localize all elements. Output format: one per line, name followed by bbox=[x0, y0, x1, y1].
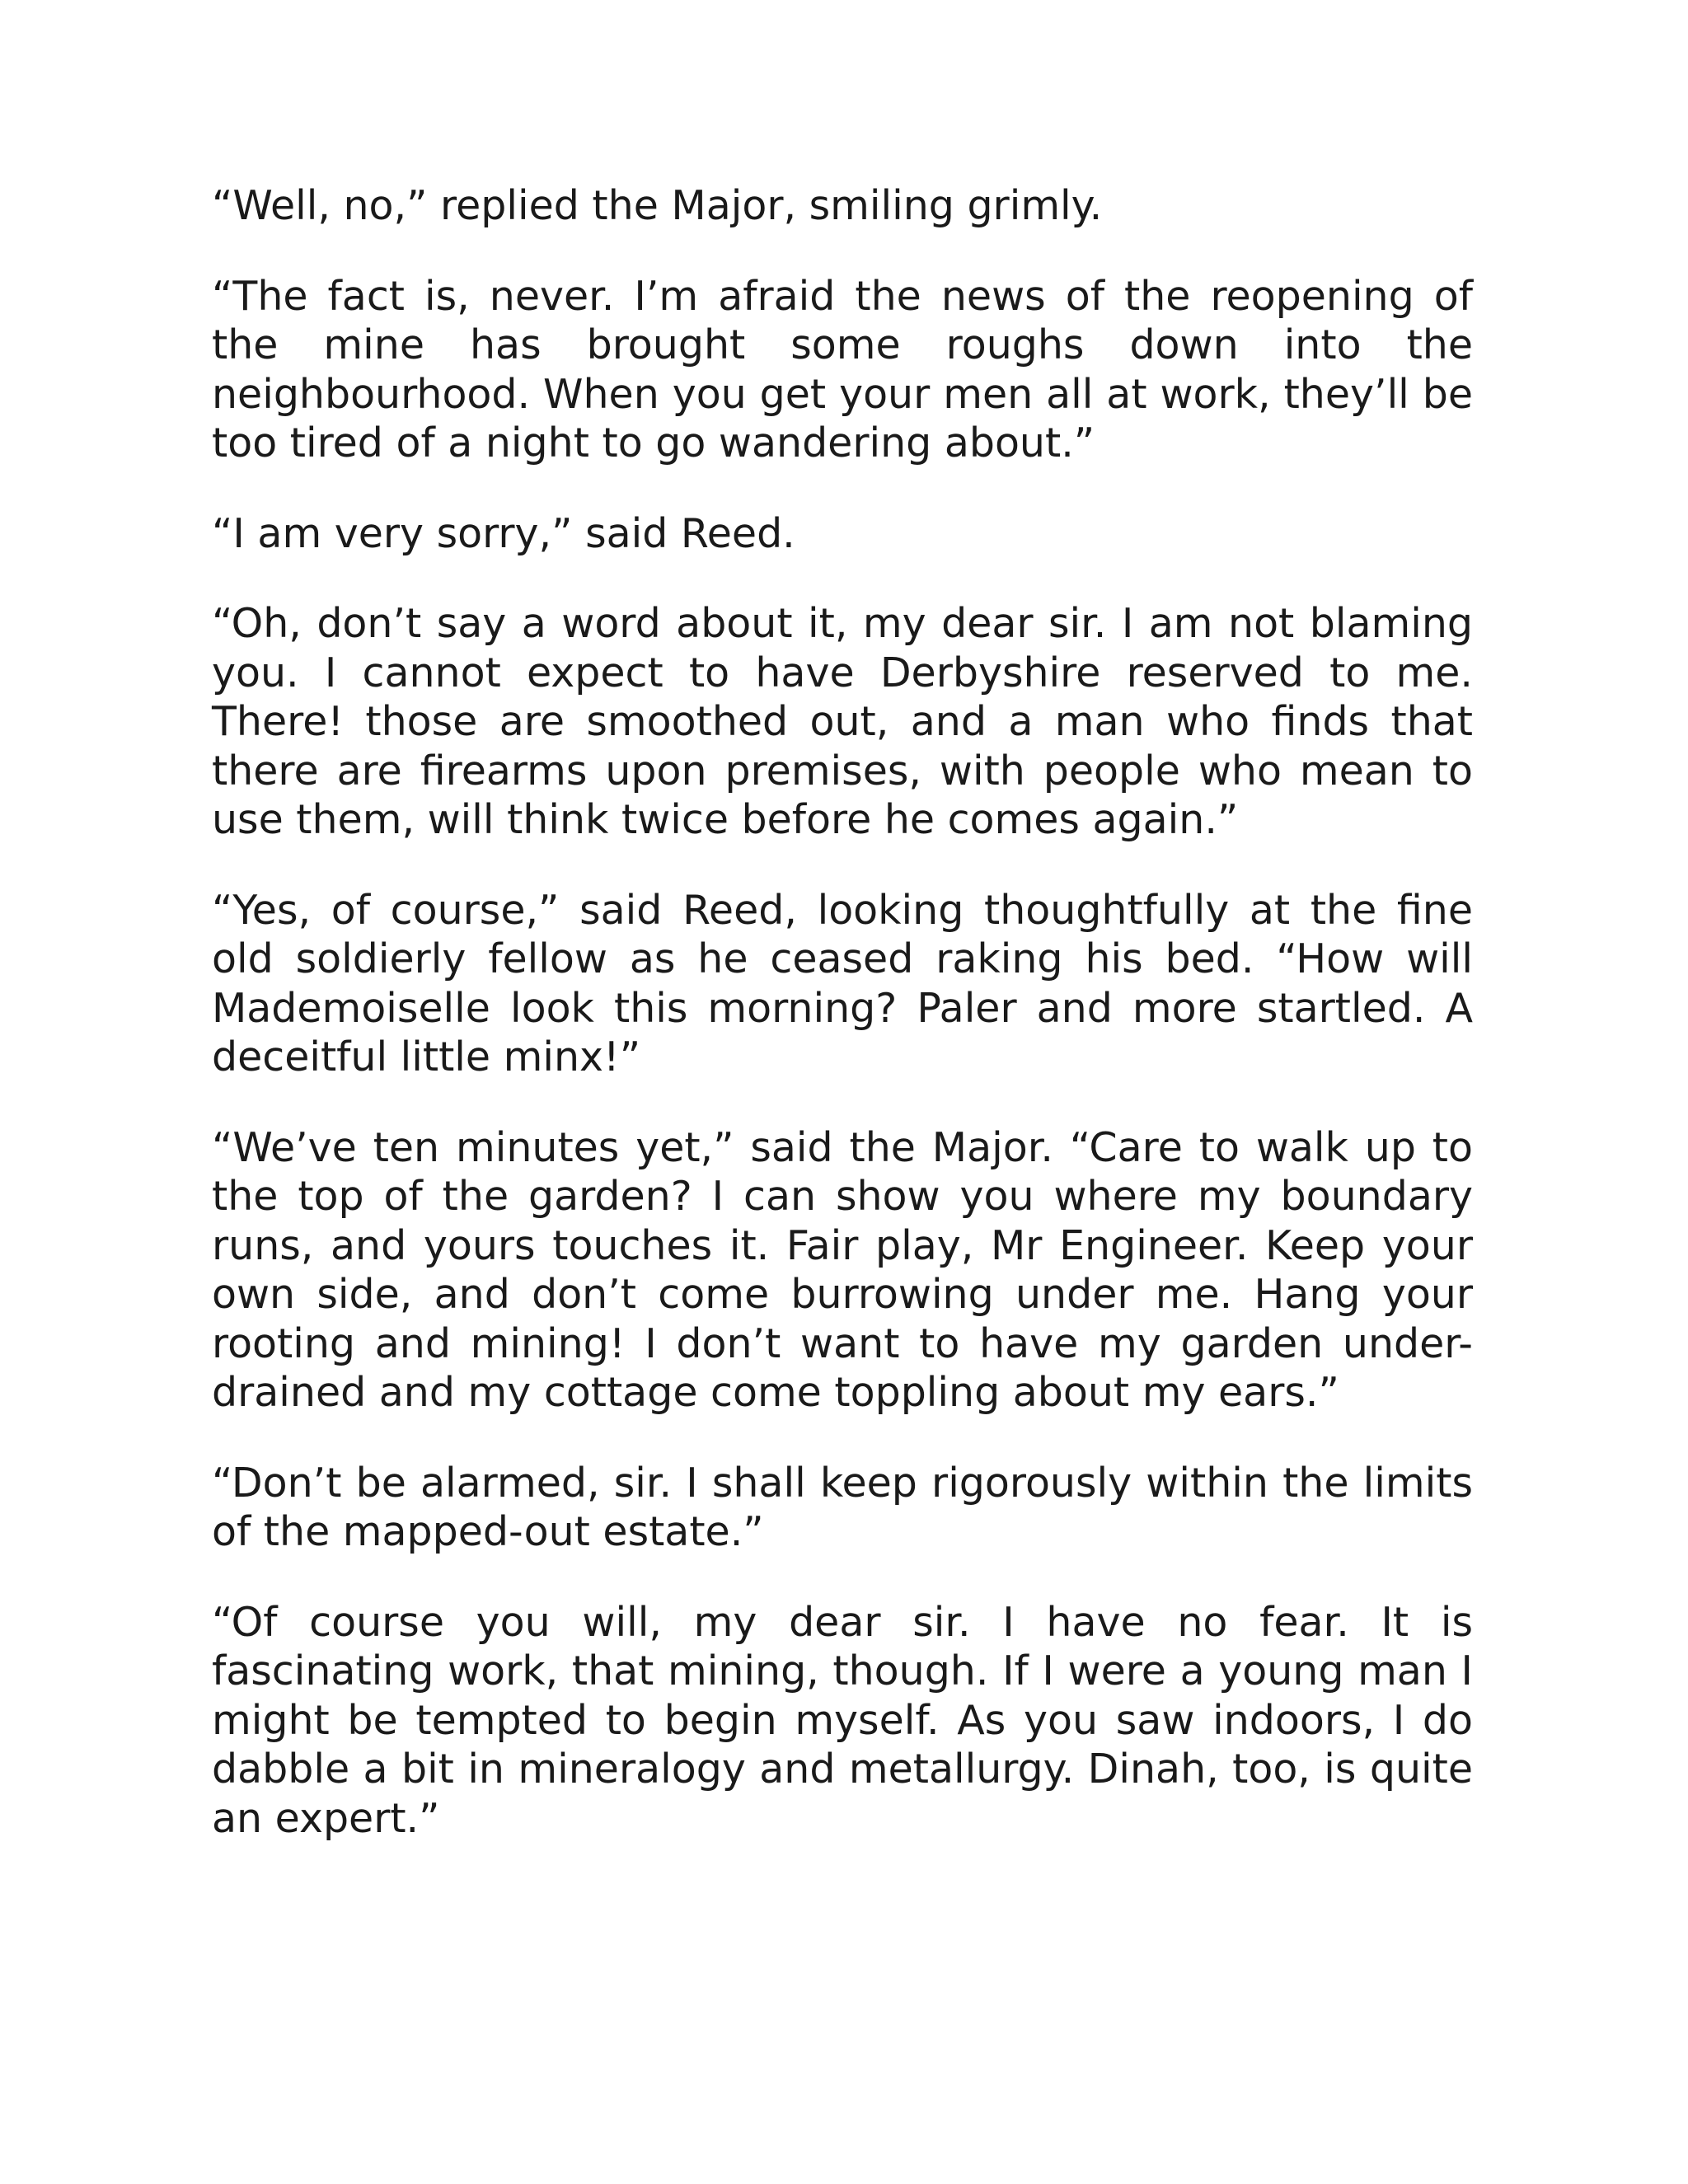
paragraph-2: “The fact is, never. I’m afraid the news of the reopening of the mine has brought some roughs down into the neighbourhood. When you get your men all at work, they’ll be too tired of a night to go wandering about.” bbox=[212, 272, 1473, 466]
paragraph-4: “Oh, don’t say a word about it, my dear sir. I am not blaming you. I cannot expect to have Derbyshire reserved to me. There! those are smoothed out, and a man who finds that there are firearms upon premises, with people who mean to use them, will think twice before he comes again.” bbox=[212, 600, 1473, 843]
paragraph-8: “Of course you will, my dear sir. I have no fear. It is fascinating work, that mining, though. If I were a young man I might be tempted to begin myself. As you saw indoors, I do dabble a bit in mineralogy and metallurgy. Dinah, too, is quite an expert.” bbox=[212, 1598, 1473, 1842]
paragraph-3: “I am very sorry,” said Reed. bbox=[212, 509, 795, 557]
paragraph-7: “Don’t be alarmed, sir. I shall keep rigorously within the limits of the mapped-out estate.” bbox=[212, 1459, 1473, 1555]
paragraph-6: “We’ve ten minutes yet,” said the Major. “Care to walk up to the top of the garden? I can show you where my boundary runs, and yours touches it. Fair play, Mr Engineer. Keep your own side, and don’t come burrowing under me. Hang your rooting and mining! I don’t want to have my garden under-drained and my cottage come toppling about my ears.” bbox=[212, 1123, 1473, 1416]
paragraph-1: “Well, no,” replied the Major, smiling grimly. bbox=[212, 182, 1103, 229]
book-page bbox=[212, 181, 1473, 1884]
paragraph-5: “Yes, of course,” said Reed, looking thoughtfully at the fine old soldierly fellow as he ceased raking his bed. “How will Mademoiselle look this morning? Paler and more startled. A deceitful little minx!” bbox=[212, 886, 1473, 1080]
